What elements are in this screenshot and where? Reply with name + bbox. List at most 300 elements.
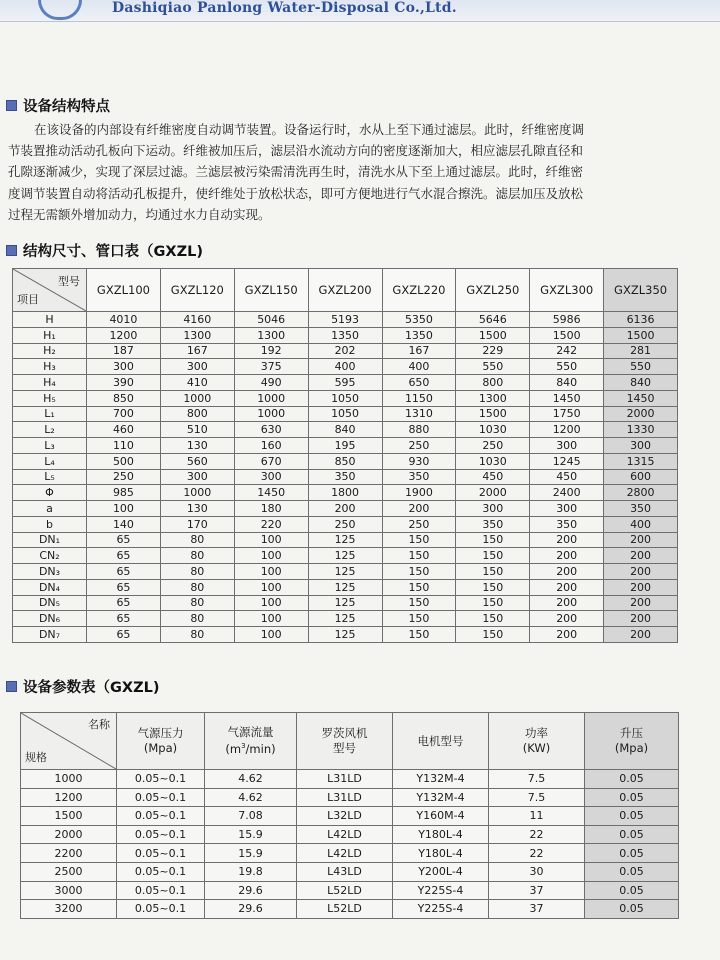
table-cell-motor: Y180L-4 <box>393 844 489 863</box>
table-row <box>21 881 679 900</box>
row-label: L₄ <box>13 453 87 469</box>
table-cell: 200 <box>530 611 604 627</box>
table-cell: 1200 <box>530 422 604 438</box>
model-header: GXZL250 <box>456 269 530 312</box>
model-header: GXZL300 <box>530 269 604 312</box>
table-row <box>13 627 678 643</box>
description-line: 过程无需额外增加动力，均通过水力自动实现。 <box>8 206 271 222</box>
table-row <box>21 844 679 863</box>
row-label: DN₆ <box>13 611 87 627</box>
table-cell: 80 <box>160 548 234 564</box>
header-flow-unit: $(m^3/\min)$ <box>225 742 276 757</box>
table-cell: 100 <box>234 611 308 627</box>
table-cell-motor: Y225S-4 <box>393 881 489 900</box>
header-motor: 电机型号 <box>393 713 489 770</box>
table-cell: 1900 <box>382 485 456 501</box>
row-label: a <box>13 501 87 517</box>
table-cell: 350 <box>308 469 382 485</box>
table-cell: 1030 <box>456 422 530 438</box>
table-cell: 500 <box>87 453 161 469</box>
section-title-parameters <box>6 676 159 697</box>
table-row <box>13 579 678 595</box>
table-row <box>21 862 679 881</box>
table-cell: 100 <box>87 501 161 517</box>
table-cell: 350 <box>530 516 604 532</box>
table-cell: 125 <box>308 548 382 564</box>
table-cell: 1315 <box>604 453 678 469</box>
table-row <box>13 375 678 391</box>
table-row <box>21 825 679 844</box>
table-cell: 4010 <box>87 312 161 328</box>
table-cell: 200 <box>604 627 678 643</box>
table-cell-power: 30 <box>489 862 585 881</box>
table-cell: 200 <box>604 532 678 548</box>
table-cell: 250 <box>456 438 530 454</box>
table-cell: 150 <box>456 627 530 643</box>
table-cell: 350 <box>382 469 456 485</box>
table-cell: 490 <box>234 375 308 391</box>
table-cell: 200 <box>604 611 678 627</box>
table-cell: 150 <box>382 579 456 595</box>
table-cell: 1450 <box>604 390 678 406</box>
table-cell: 5046 <box>234 312 308 328</box>
model-header: GXZL100 <box>87 269 161 312</box>
table-row <box>13 327 678 343</box>
corner-bottom-label: 规格 <box>25 751 47 764</box>
table-cell: 229 <box>456 343 530 359</box>
table-cell-spec: 3000 <box>21 881 117 900</box>
table-cell-spec: 2000 <box>21 825 117 844</box>
table-row <box>13 406 678 422</box>
table-cell: 170 <box>160 516 234 532</box>
table-cell: 200 <box>604 548 678 564</box>
table-row <box>13 485 678 501</box>
table-row <box>13 532 678 548</box>
table-cell-motor: Y132M-4 <box>393 770 489 789</box>
header-blower <box>297 713 393 770</box>
table-cell: 6136 <box>604 312 678 328</box>
description-line: 度调节装置自动将活动孔板提升，使纤维处于放松状态，即可方便地进行气水混合擦洗。滤层加压及放松 <box>8 185 584 201</box>
table-cell-motor: Y160M-4 <box>393 807 489 826</box>
table-cell-flow: 15.9 <box>205 844 297 863</box>
table-cell: 1500 <box>456 327 530 343</box>
table-cell: 242 <box>530 343 604 359</box>
table-cell: 400 <box>604 516 678 532</box>
table-cell: 200 <box>530 532 604 548</box>
table-cell: 300 <box>530 501 604 517</box>
table-cell: 350 <box>604 501 678 517</box>
table-cell: 150 <box>382 627 456 643</box>
table-cell: 150 <box>456 611 530 627</box>
table-cell-boost: 0.05 <box>585 807 679 826</box>
table-cell: 150 <box>382 564 456 580</box>
company-name: Dashiqiao Panlong Water-Disposal Co.,Ltd. <box>112 0 457 16</box>
row-label: H <box>13 312 87 328</box>
table-cell: 300 <box>456 501 530 517</box>
table-cell-blower: L42LD <box>297 825 393 844</box>
table-cell: 250 <box>87 469 161 485</box>
table-row <box>13 564 678 580</box>
table-cell: 200 <box>604 595 678 611</box>
table-row <box>13 422 678 438</box>
table-cell-motor: Y200L-4 <box>393 862 489 881</box>
table-cell: 390 <box>87 375 161 391</box>
table-cell: 202 <box>308 343 382 359</box>
table-cell: 80 <box>160 611 234 627</box>
table-cell: 700 <box>87 406 161 422</box>
section-title-structure <box>6 95 110 116</box>
table-cell: 65 <box>87 564 161 580</box>
table-cell: 150 <box>456 564 530 580</box>
table-cell: 1050 <box>308 406 382 422</box>
table-cell: 65 <box>87 548 161 564</box>
table-cell-pressure: 0.05~0.1 <box>117 788 205 807</box>
table-cell-boost: 0.05 <box>585 881 679 900</box>
table-cell: 250 <box>308 516 382 532</box>
header-boost <box>585 713 679 770</box>
header-power <box>489 713 585 770</box>
table-cell-spec: 3200 <box>21 900 117 919</box>
table-cell-spec: 2500 <box>21 862 117 881</box>
table-cell: 65 <box>87 532 161 548</box>
table-cell-pressure: 0.05~0.1 <box>117 844 205 863</box>
table-cell: 100 <box>234 532 308 548</box>
row-label: DN₅ <box>13 595 87 611</box>
header-boost-label: 升压 <box>620 726 643 740</box>
model-header: GXZL200 <box>308 269 382 312</box>
table-row <box>21 807 679 826</box>
table-cell-boost: 0.05 <box>585 862 679 881</box>
row-label: H₅ <box>13 390 87 406</box>
table-cell-boost: 0.05 <box>585 844 679 863</box>
table-cell: 65 <box>87 627 161 643</box>
table-cell-flow: 4.62 <box>205 788 297 807</box>
table-cell: 4160 <box>160 312 234 328</box>
table-cell-spec: 1500 <box>21 807 117 826</box>
table-cell: 80 <box>160 595 234 611</box>
table-cell-power: 11 <box>489 807 585 826</box>
table-cell: 80 <box>160 627 234 643</box>
table-cell: 167 <box>382 343 456 359</box>
page-header <box>0 0 720 22</box>
table-cell-pressure: 0.05~0.1 <box>117 807 205 826</box>
table-cell: 200 <box>530 548 604 564</box>
row-label: Φ <box>13 485 87 501</box>
structure-description <box>8 119 684 225</box>
header-blower-label-2: 型号 <box>333 741 356 755</box>
table-cell: 125 <box>308 579 382 595</box>
table-cell: 150 <box>456 532 530 548</box>
table-cell: 200 <box>308 501 382 517</box>
table-cell: 1245 <box>530 453 604 469</box>
table-cell: 670 <box>234 453 308 469</box>
table-cell: 1330 <box>604 422 678 438</box>
description-line: 在该设备的内部设有纤维密度自动调节装置。设备运行时，水从上至下通过滤层。此时，纤维密度调 <box>34 122 585 137</box>
table-cell-blower: L43LD <box>297 862 393 881</box>
table-cell: 1500 <box>530 327 604 343</box>
row-label: L₂ <box>13 422 87 438</box>
row-label: L₅ <box>13 469 87 485</box>
table-cell: 130 <box>160 438 234 454</box>
table-cell: 1310 <box>382 406 456 422</box>
table-cell-blower: L52LD <box>297 900 393 919</box>
table-cell: 410 <box>160 375 234 391</box>
table-cell: 125 <box>308 532 382 548</box>
header-pressure <box>117 713 205 770</box>
table-cell: 1450 <box>234 485 308 501</box>
table-cell: 160 <box>234 438 308 454</box>
table-cell: 281 <box>604 343 678 359</box>
header-flow <box>205 713 297 770</box>
row-label: DN₃ <box>13 564 87 580</box>
row-label: CN₂ <box>13 548 87 564</box>
row-label: L₃ <box>13 438 87 454</box>
table-cell: 100 <box>234 627 308 643</box>
table-cell: 2800 <box>604 485 678 501</box>
table-cell: 1150 <box>382 390 456 406</box>
table-cell: 350 <box>456 516 530 532</box>
table-cell-boost: 0.05 <box>585 825 679 844</box>
row-label: H₄ <box>13 375 87 391</box>
table-cell-boost: 0.05 <box>585 900 679 919</box>
parameters-table-body <box>21 770 679 919</box>
model-header: GXZL120 <box>160 269 234 312</box>
header-pressure-unit: (Mpa) <box>143 741 178 755</box>
row-label: DN₄ <box>13 579 87 595</box>
table-cell: 192 <box>234 343 308 359</box>
header-blower-label: 罗茨风机 <box>321 726 368 740</box>
table-cell-pressure: 0.05~0.1 <box>117 900 205 919</box>
table-cell: 125 <box>308 627 382 643</box>
table-cell: 110 <box>87 438 161 454</box>
table-cell-motor: Y180L-4 <box>393 825 489 844</box>
table-row <box>13 516 678 532</box>
row-label: DN₁ <box>13 532 87 548</box>
table-cell: 5350 <box>382 312 456 328</box>
table-row <box>13 548 678 564</box>
table-cell: 840 <box>604 375 678 391</box>
table-cell: 300 <box>87 359 161 375</box>
table-cell: 930 <box>382 453 456 469</box>
table-row <box>21 900 679 919</box>
table-cell: 1450 <box>530 390 604 406</box>
table-cell: 300 <box>160 469 234 485</box>
table-cell: 150 <box>456 579 530 595</box>
table-cell: 300 <box>604 438 678 454</box>
table-cell-pressure: 0.05~0.1 <box>117 862 205 881</box>
table-cell: 800 <box>456 375 530 391</box>
table-row <box>13 453 678 469</box>
table-cell: 250 <box>382 438 456 454</box>
table-cell: 1300 <box>234 327 308 343</box>
table-cell: 600 <box>604 469 678 485</box>
table-cell: 300 <box>234 469 308 485</box>
table-corner-cell <box>13 269 87 312</box>
table-cell: 100 <box>234 579 308 595</box>
table-cell: 1350 <box>308 327 382 343</box>
header-boost-unit: (Mpa) <box>614 741 649 755</box>
table-cell: 1750 <box>530 406 604 422</box>
section-title-text: 设备参数表（GXZL) <box>23 680 160 696</box>
model-header: GXZL150 <box>234 269 308 312</box>
table-cell-flow: 29.6 <box>205 881 297 900</box>
row-label: L₁ <box>13 406 87 422</box>
table-cell: 200 <box>530 627 604 643</box>
table-cell: 450 <box>456 469 530 485</box>
header-flow-label: 气源流量 <box>227 724 274 739</box>
table-cell-blower: L31LD <box>297 788 393 807</box>
model-header: GXZL350 <box>604 269 678 312</box>
square-bullet-icon <box>6 100 17 111</box>
table-cell: 80 <box>160 579 234 595</box>
table-cell: 80 <box>160 532 234 548</box>
table-row <box>13 595 678 611</box>
table-cell: 450 <box>530 469 604 485</box>
row-label: H₁ <box>13 327 87 343</box>
table-cell: 400 <box>382 359 456 375</box>
table-cell: 2000 <box>604 406 678 422</box>
header-power-unit: (KW) <box>522 741 551 755</box>
table-cell-flow: 29.6 <box>205 900 297 919</box>
table-cell-boost: 0.05 <box>585 770 679 789</box>
table-header-row <box>13 269 678 312</box>
section-title-text: 设备结构特点 <box>23 99 110 115</box>
section-title-text: 结构尺寸、管口表（GXZL) <box>23 244 203 260</box>
row-label: DN₇ <box>13 627 87 643</box>
table-cell: 985 <box>87 485 161 501</box>
dimensions-table-body <box>13 312 678 643</box>
table-cell: 800 <box>160 406 234 422</box>
description-line: 节装置推动活动孔板向下运动。纤维被加压后，滤层沿水流动方向的密度逐渐加大，相应滤层孔隙直径和 <box>8 143 584 159</box>
table-cell: 65 <box>87 611 161 627</box>
table-cell: 880 <box>382 422 456 438</box>
section-title-dimensions <box>6 240 203 261</box>
table-cell: 1000 <box>160 390 234 406</box>
table-cell: 460 <box>87 422 161 438</box>
table-header-row <box>21 713 679 770</box>
table-cell: 510 <box>160 422 234 438</box>
table-cell: 1300 <box>456 390 530 406</box>
table-cell: 167 <box>160 343 234 359</box>
table-cell: 187 <box>87 343 161 359</box>
table-cell: 1500 <box>604 327 678 343</box>
table-cell-power: 7.5 <box>489 788 585 807</box>
table-row <box>21 788 679 807</box>
table-cell: 140 <box>87 516 161 532</box>
table-row <box>13 469 678 485</box>
table-cell-motor: Y132M-4 <box>393 788 489 807</box>
table-row <box>13 438 678 454</box>
table-cell-blower: L32LD <box>297 807 393 826</box>
corner-top-label: 名称 <box>88 718 110 731</box>
table-corner-cell <box>21 713 117 770</box>
table-cell-power: 37 <box>489 900 585 919</box>
table-row <box>13 343 678 359</box>
table-cell: 5986 <box>530 312 604 328</box>
table-cell: 5646 <box>456 312 530 328</box>
table-cell: 1800 <box>308 485 382 501</box>
square-bullet-icon <box>6 245 17 256</box>
table-cell-flow: 19.8 <box>205 862 297 881</box>
table-cell: 125 <box>308 611 382 627</box>
table-cell: 100 <box>234 564 308 580</box>
table-cell-pressure: 0.05~0.1 <box>117 881 205 900</box>
table-row <box>13 611 678 627</box>
table-cell-boost: 0.05 <box>585 788 679 807</box>
table-cell-blower: L52LD <box>297 881 393 900</box>
corner-top-label: 型号 <box>58 275 80 288</box>
table-cell: 595 <box>308 375 382 391</box>
table-cell: 100 <box>234 595 308 611</box>
table-cell-spec: 1000 <box>21 770 117 789</box>
table-row <box>13 501 678 517</box>
table-cell: 375 <box>234 359 308 375</box>
table-cell: 1200 <box>87 327 161 343</box>
table-row <box>13 390 678 406</box>
table-cell-spec: 2200 <box>21 844 117 863</box>
table-cell-flow: 15.9 <box>205 825 297 844</box>
table-cell: 840 <box>530 375 604 391</box>
table-cell: 560 <box>160 453 234 469</box>
square-bullet-icon <box>6 681 17 692</box>
table-cell: 100 <box>234 548 308 564</box>
table-cell-motor: Y225S-4 <box>393 900 489 919</box>
table-cell: 200 <box>530 579 604 595</box>
table-cell: 1000 <box>234 406 308 422</box>
row-label: H₃ <box>13 359 87 375</box>
table-cell: 200 <box>530 595 604 611</box>
table-cell-power: 22 <box>489 844 585 863</box>
table-cell: 1030 <box>456 453 530 469</box>
table-cell: 300 <box>160 359 234 375</box>
table-cell: 150 <box>456 548 530 564</box>
table-cell: 180 <box>234 501 308 517</box>
table-cell: 130 <box>160 501 234 517</box>
table-cell-pressure: 0.05~0.1 <box>117 825 205 844</box>
parameters-table <box>20 712 679 919</box>
table-cell: 200 <box>382 501 456 517</box>
company-logo <box>38 0 82 20</box>
table-cell: 550 <box>530 359 604 375</box>
table-cell: 80 <box>160 564 234 580</box>
table-cell: 125 <box>308 595 382 611</box>
table-cell: 200 <box>604 579 678 595</box>
dimensions-table <box>12 268 678 643</box>
table-cell: 630 <box>234 422 308 438</box>
table-row <box>13 359 678 375</box>
table-cell: 150 <box>382 532 456 548</box>
table-cell: 65 <box>87 579 161 595</box>
table-cell: 150 <box>382 548 456 564</box>
table-cell-blower: L42LD <box>297 844 393 863</box>
table-cell-blower: L31LD <box>297 770 393 789</box>
description-line: 孔隙逐渐减少，实现了深层过滤。兰滤层被污染需清洗再生时，清洗水从下至上通过滤层。此时，纤维密 <box>8 164 584 180</box>
table-cell: 1500 <box>456 406 530 422</box>
table-cell: 150 <box>382 595 456 611</box>
row-label: b <box>13 516 87 532</box>
table-cell: 840 <box>308 422 382 438</box>
header-pressure-label: 气源压力 <box>137 726 184 740</box>
table-cell: 125 <box>308 564 382 580</box>
table-cell: 850 <box>308 453 382 469</box>
table-cell: 5193 <box>308 312 382 328</box>
table-cell: 550 <box>456 359 530 375</box>
table-cell: 1300 <box>160 327 234 343</box>
table-cell: 550 <box>604 359 678 375</box>
table-row <box>13 312 678 328</box>
table-cell: 2000 <box>456 485 530 501</box>
table-cell-pressure: 0.05~0.1 <box>117 770 205 789</box>
